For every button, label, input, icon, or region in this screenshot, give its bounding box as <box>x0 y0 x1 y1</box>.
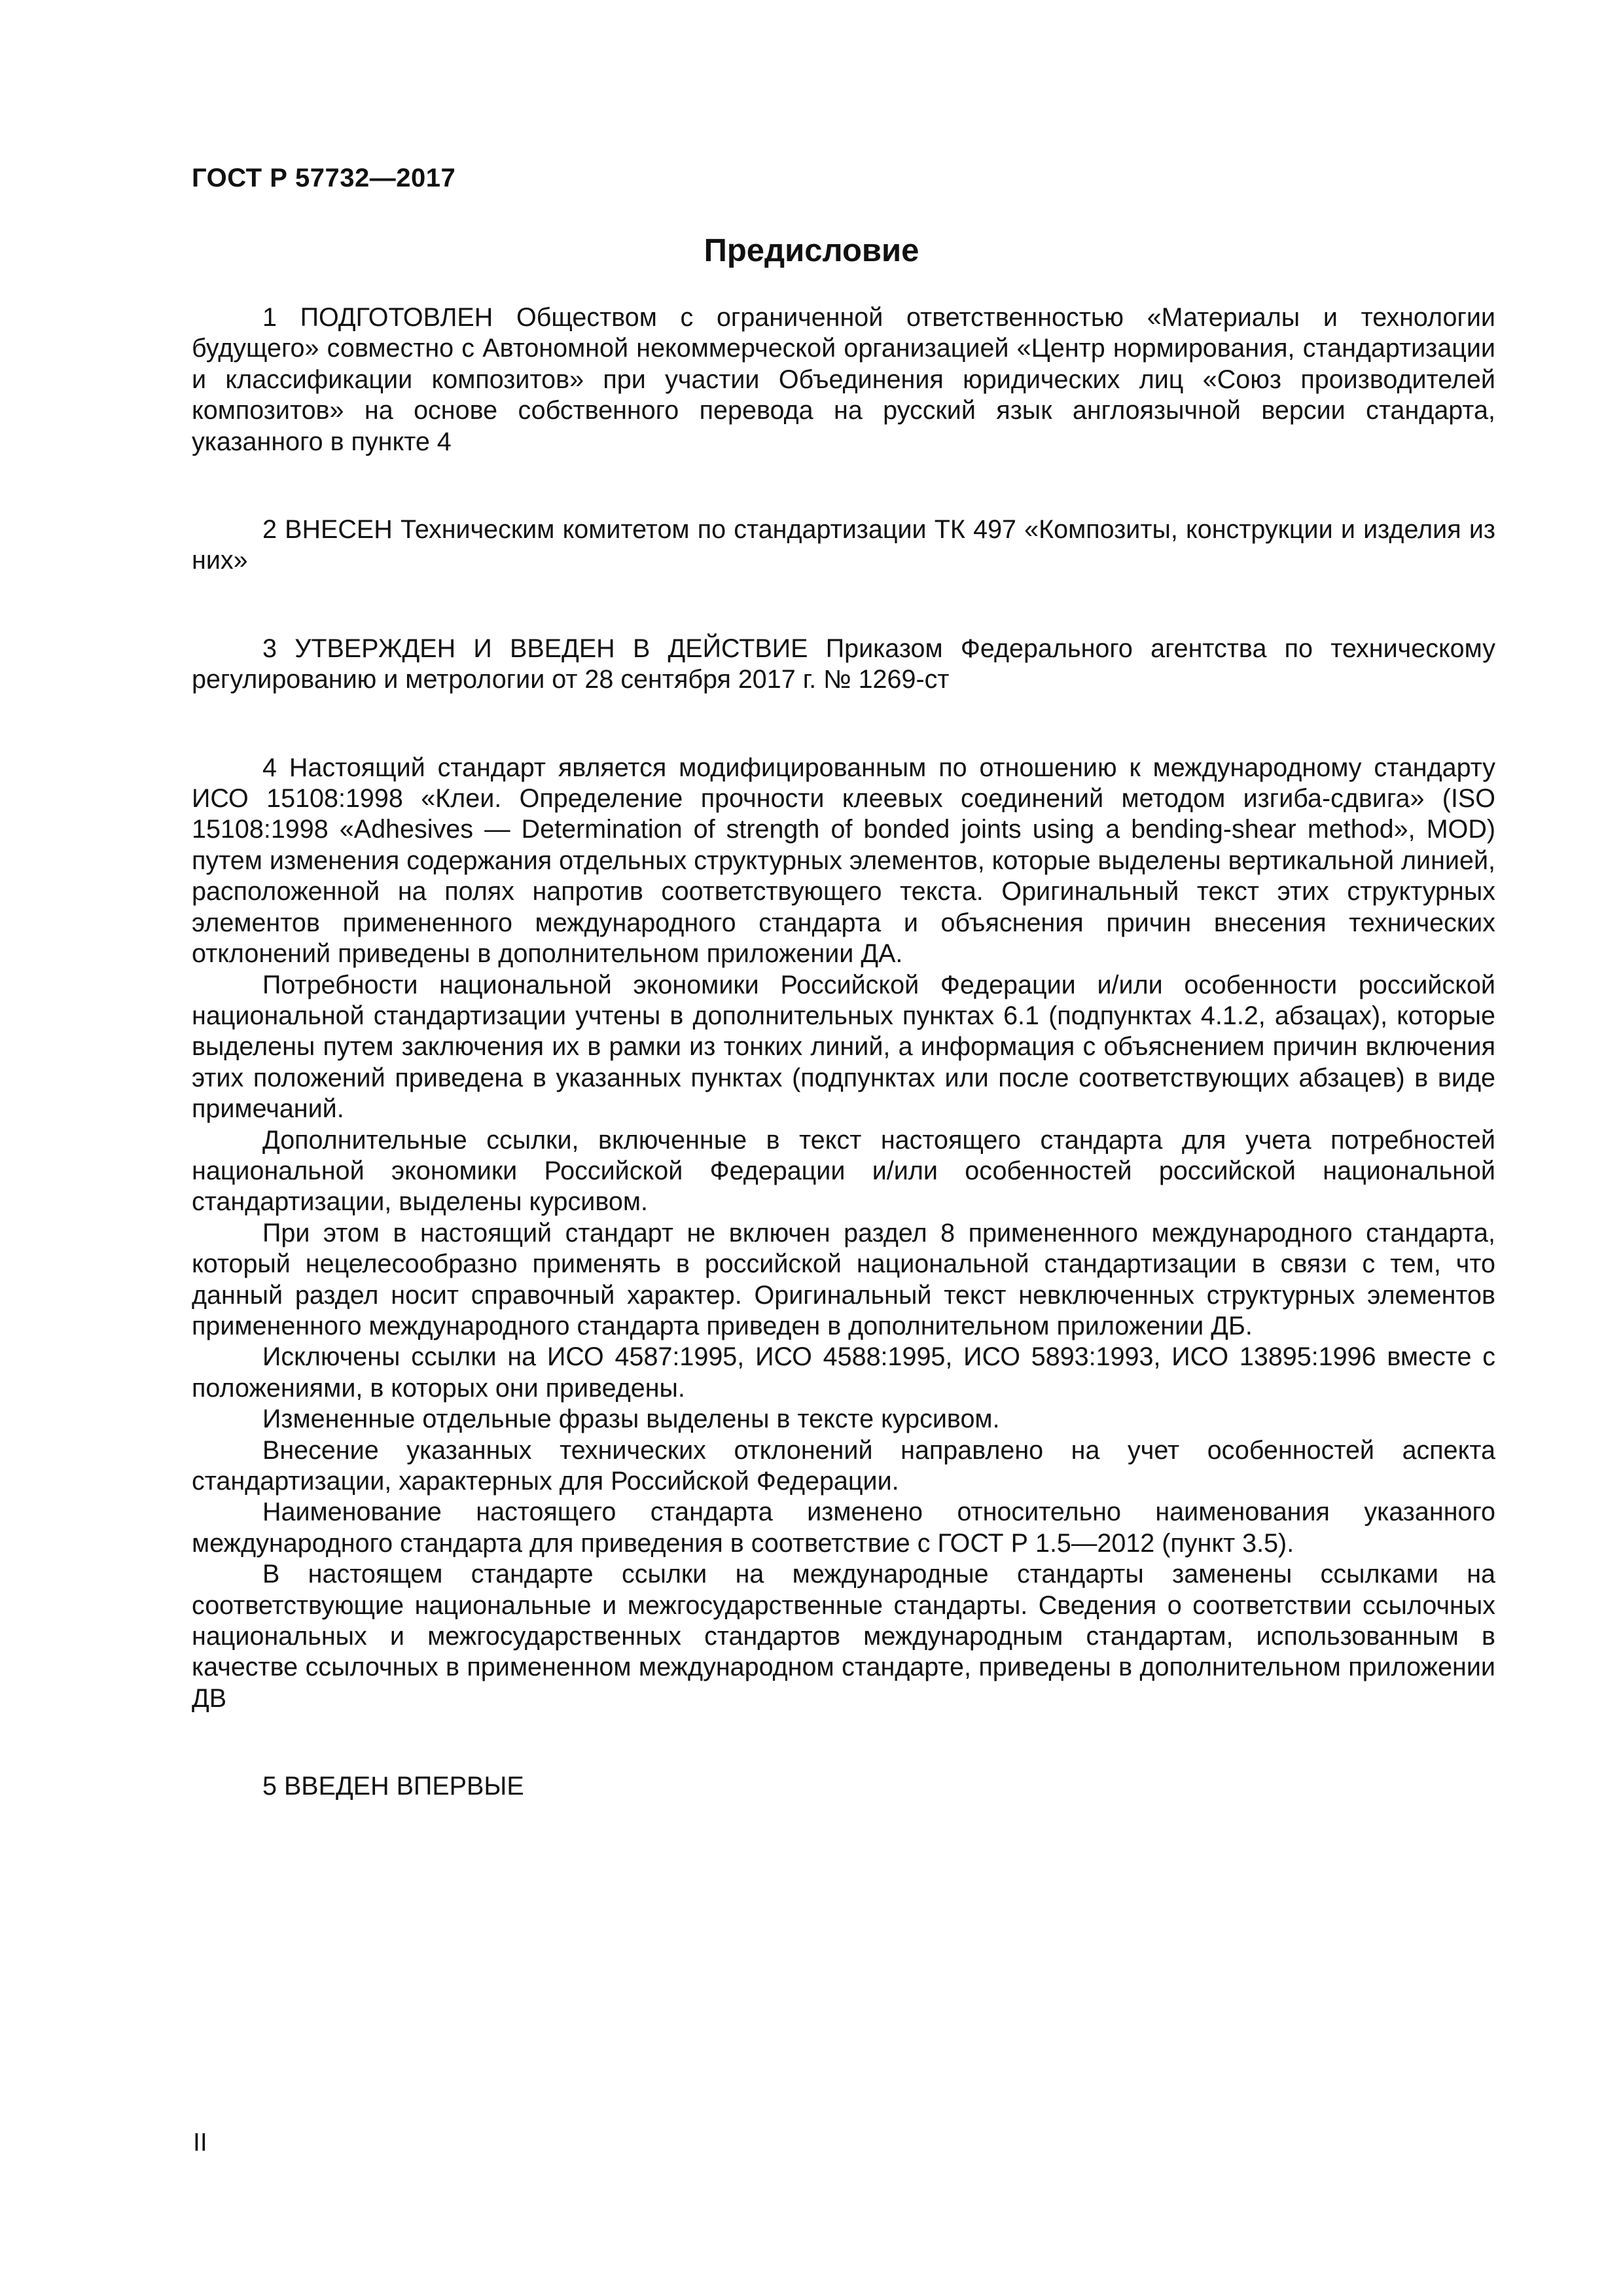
preface-item-4-paragraph: Исключены ссылки на ИСО 4587:1995, ИСО 4588:1995, ИСО 5893:1993, ИСО 13895:1996 вместе с положениями, в которых они приведены. <box>192 1342 1495 1403</box>
preface-body <box>192 302 1495 1803</box>
preface-item-5: 5 ВВЕДЕН ВПЕРВЫЕ <box>262 1772 524 1801</box>
preface-title: Предисловие <box>704 233 919 268</box>
document-code-header: ГОСТ Р 57732—2017 <box>192 164 456 192</box>
preface-item-4-paragraph: Наименование настоящего стандарта изменено относительно наименования указанного международного стандарта для приведения в соответствие с ГОСТ Р 1.5—2012 (пункт 3.5). <box>192 1498 1495 1558</box>
preface-item-4-paragraph: При этом в настоящий стандарт не включен раздел 8 примененного международного стандарта, который нецелесообразно применять в российской национальной стандартизации в связи с тем, что данный раздел носит справочный характер. Оригинальный текст невключенных структурных элементов примененного международного стандарта приведен в дополнительном приложении ДБ. <box>192 1218 1495 1340</box>
preface-item-4-paragraph: Измененные отдельные фразы выделены в тексте курсивом. <box>262 1405 1000 1434</box>
preface-item-2: 2 ВНЕСЕН Техническим комитетом по стандартизации ТК 497 «Композиты, конструкции и изделия из них» <box>192 515 1495 575</box>
preface-item-4-paragraph: В настоящем стандарте ссылки на международные стандарты заменены ссылками на соответствующие национальные и межгосударственные стандарты. Сведения о соответствии ссылочных национальных и межгосударственных стандартов международным стандартам, использованным в качестве ссылочных в примененном международном стандарте, приведены в дополнительном приложении ДВ <box>192 1560 1495 1713</box>
preface-item-3: 3 УТВЕРЖДЕН И ВВЕДЕН В ДЕЙСТВИЕ Приказом Федерального агентства по техническому регулированию и метрологии от 28 сентября 2017 г. № 1269-ст <box>192 634 1495 694</box>
preface-item-4: 4 Настоящий стандарт является модифицированным по отношению к международному стандарту ИСО 15108:1998 «Клеи. Определение прочности клеевых соединений методом изгиба-сдвига» (ISO 15108:1998 «Adhesives — Determination of strength of bonded joints using a bending-shear method», MOD) путем изменения содержания отдельных структурных элементов, которые выделены вертикальной линией, расположенной на полях напротив соответствующего текста. Оригинальный текст этих структурных элементов примененного международного стандарта и объяснения причин внесения технических отклонений приведены в дополнительном приложении ДА. <box>192 753 1495 969</box>
preface-item-1: 1 ПОДГОТОВЛЕН Обществом с ограниченной ответственностью «Материалы и технологии будущего» совместно с Автономной некоммерческой организацией «Центр нормирования, стандартизации и классификации композитов» при участии Объединения юридических лиц «Союз производителей композитов» на основе собственного перевода на русский язык англоязычной версии стандарта, указанного в пункте 4 <box>192 303 1495 456</box>
page-number: II <box>193 2128 207 2157</box>
preface-item-4-paragraph: Дополнительные ссылки, включенные в текст настоящего стандарта для учета потребностей национальной экономики Российской Федерации и/или особенностей российской национальной стандартизации, выделены курсивом. <box>192 1125 1495 1217</box>
preface-item-4-paragraph: Потребности национальной экономики Российской Федерации и/или особенности российской национальной стандартизации учтены в дополнительных пунктах 6.1 (подпунктах 4.1.2, абзацах), которые выделены путем заключения их в рамки из тонких линий, а информация с объяснением причин включения этих положений приведена в указанных пунктах (подпунктах или после соответствующих абзацев) в виде примечаний. <box>192 970 1495 1124</box>
preface-item-4-paragraph: Внесение указанных технических отклонений направлено на учет особенностей аспекта стандартизации, характерных для Российской Федерации. <box>192 1435 1495 1496</box>
